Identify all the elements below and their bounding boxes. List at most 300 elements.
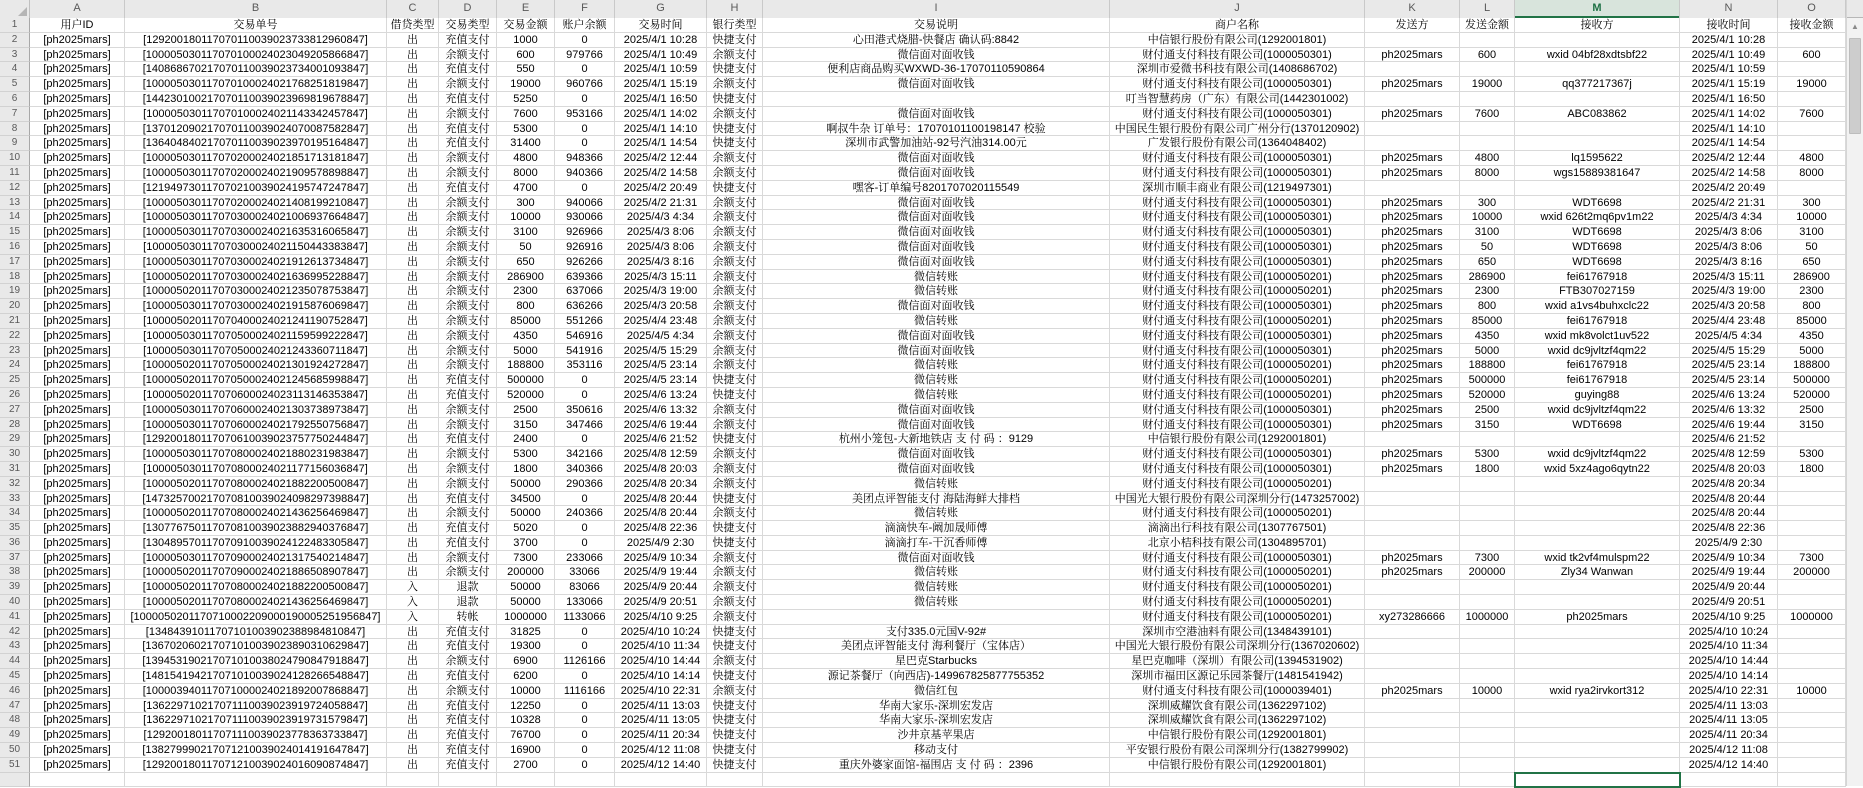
cell[interactable]: 财付通支付科技有限公司(1000050301) [1110,196,1365,211]
cell[interactable]: 微信面对面收钱 [763,447,1110,462]
cell[interactable]: [100005030117070500024021159599222847] [125,329,387,344]
cell[interactable]: 快捷支付 [707,136,763,151]
cell[interactable]: FTB307027159 [1515,284,1680,299]
cell[interactable]: 财付通支付科技有限公司(1000050301) [1110,329,1365,344]
cell[interactable]: [121949730117070210039024195747247847] [125,181,387,196]
cell[interactable]: 2025/4/1 10:28 [615,33,707,48]
cell[interactable]: 10000 [497,684,555,699]
cell[interactable] [1515,743,1680,758]
cell[interactable]: [ph2025mars] [30,358,125,373]
cell[interactable]: 2025/4/10 14:44 [615,654,707,669]
cell[interactable]: 出 [387,713,439,728]
select-all-corner[interactable] [0,0,30,18]
cell[interactable]: [ph2025mars] [30,299,125,314]
cell[interactable]: 1800 [497,462,555,477]
cell[interactable]: 微信面对面收钱 [763,151,1110,166]
row-header[interactable]: 32 [0,477,30,492]
cell[interactable]: 快捷支付 [707,373,763,388]
cell[interactable]: 2025/4/5 23:14 [615,358,707,373]
cell[interactable]: 4800 [1778,151,1846,166]
cell[interactable]: 940066 [555,196,615,211]
cell[interactable]: wxid dc9jvltzf4qm22 [1515,403,1680,418]
cell[interactable] [1778,625,1846,640]
cell[interactable]: 2025/4/3 19:00 [1680,284,1778,299]
cell[interactable]: 华南大家乐-深圳宏发店 [763,713,1110,728]
column-header-B[interactable]: B [125,0,387,18]
cell[interactable]: [136229710217071110039023919731579847] [125,713,387,728]
cell[interactable]: [138279990217071210039024014191647847] [125,743,387,758]
cell[interactable]: 微信转账 [763,477,1110,492]
cell[interactable]: 3100 [1778,225,1846,240]
cell[interactable]: 2025/4/6 13:32 [615,403,707,418]
row-header[interactable]: 39 [0,580,30,595]
cell[interactable]: [100005020117070500024021301924272847] [125,358,387,373]
cell[interactable]: 2025/4/8 20:34 [615,477,707,492]
cell[interactable]: 3150 [1778,418,1846,433]
cell[interactable]: 出 [387,240,439,255]
cell[interactable]: 余额支付 [439,344,497,359]
cell[interactable]: 6900 [497,654,555,669]
row-header[interactable]: 42 [0,625,30,640]
cell[interactable]: 微信红包 [763,684,1110,699]
row-header[interactable]: 24 [0,358,30,373]
column-header-F[interactable]: F [555,0,615,18]
cell[interactable]: 余额支付 [707,166,763,181]
row-header[interactable]: 51 [0,758,30,773]
cell[interactable]: 深圳市空港油料有限公司(1348439101) [1110,625,1365,640]
cell[interactable]: 微信面对面收钱 [763,225,1110,240]
cell[interactable]: 财付通支付科技有限公司(1000050301) [1110,299,1365,314]
cell[interactable]: 交易金额 [497,18,555,33]
cell[interactable]: 叮当智慧药房（广东）有限公司(1442301002) [1110,92,1365,107]
cell[interactable]: 2025/4/10 10:24 [615,625,707,640]
cell[interactable]: 4700 [497,181,555,196]
row-header[interactable]: 14 [0,210,30,225]
cell[interactable]: 余额支付 [439,196,497,211]
cell[interactable]: 2025/4/8 20:44 [615,506,707,521]
cell[interactable]: 2025/4/2 12:44 [615,151,707,166]
cell[interactable]: 接收时间 [1680,18,1778,33]
cell[interactable]: 美团点评智能支付 海陆海鲜大排档 [763,492,1110,507]
cell[interactable]: 4800 [497,151,555,166]
cell[interactable] [1460,506,1515,521]
cell[interactable]: 2025/4/5 15:29 [1680,344,1778,359]
cell[interactable]: ph2025mars [1365,240,1460,255]
cell[interactable]: 发送方 [1365,18,1460,33]
row-header[interactable]: 47 [0,699,30,714]
row-header[interactable]: 13 [0,196,30,211]
cell[interactable]: 出 [387,639,439,654]
cell[interactable]: ph2025mars [1365,418,1460,433]
cell[interactable]: 2025/4/10 14:44 [1680,654,1778,669]
cell[interactable]: [ph2025mars] [30,136,125,151]
cell[interactable]: 0 [555,181,615,196]
cell[interactable]: 快捷支付 [707,625,763,640]
cell[interactable]: 快捷支付 [707,92,763,107]
row-header[interactable]: 43 [0,639,30,654]
cell[interactable]: [ph2025mars] [30,225,125,240]
cell[interactable]: 2025/4/3 20:58 [1680,299,1778,314]
cell[interactable]: 2025/4/1 16:50 [615,92,707,107]
cell[interactable] [1460,92,1515,107]
cell[interactable]: 转帐 [439,610,497,625]
cell[interactable]: 微信转账 [763,270,1110,285]
cell[interactable] [1778,477,1846,492]
cell[interactable]: [136229710217071110039023919724058847] [125,699,387,714]
cell[interactable]: 2025/4/12 11:08 [1680,743,1778,758]
cell[interactable] [1515,639,1680,654]
cell[interactable]: ph2025mars [1365,48,1460,63]
cell[interactable]: 500000 [1460,373,1515,388]
cell[interactable]: 余额支付 [707,107,763,122]
cell[interactable]: 2025/4/9 20:44 [1680,580,1778,595]
scroll-up-arrow-icon[interactable]: ▲ [1847,18,1863,34]
cell[interactable]: 财付通支付科技有限公司(1000050301) [1110,255,1365,270]
cell[interactable]: 充值支付 [439,639,497,654]
cell[interactable] [1365,713,1460,728]
cell[interactable]: [ph2025mars] [30,48,125,63]
cell[interactable]: 快捷支付 [707,713,763,728]
cell[interactable]: 深圳威耀饮食有限公司(1362297102) [1110,699,1365,714]
cell[interactable]: 出 [387,492,439,507]
cell[interactable] [1460,181,1515,196]
cell[interactable]: [ph2025mars] [30,580,125,595]
cell[interactable]: 余额支付 [707,462,763,477]
cell[interactable] [1365,536,1460,551]
cell[interactable]: 支付335.0元国V-92# [763,625,1110,640]
cell[interactable]: ph2025mars [1365,403,1460,418]
cell[interactable]: [100005030117070300024021006937664847] [125,210,387,225]
cell[interactable] [1515,136,1680,151]
row-header[interactable]: 4 [0,62,30,77]
cell[interactable]: 微信面对面收钱 [763,255,1110,270]
cell[interactable]: 0 [555,728,615,743]
cell[interactable]: 2025/4/12 14:40 [1680,758,1778,773]
row-header[interactable]: 27 [0,403,30,418]
cell[interactable]: 2025/4/10 22:31 [1680,684,1778,699]
cell[interactable]: ph2025mars [1365,284,1460,299]
cell[interactable]: ph2025mars [1365,329,1460,344]
cell[interactable]: 0 [555,625,615,640]
cell[interactable]: ph2025mars [1365,551,1460,566]
cell[interactable]: 入 [387,595,439,610]
cell[interactable]: 0 [555,639,615,654]
cell[interactable] [125,773,387,788]
cell[interactable]: 中国光大银行股份有限公司深圳分行(1473257002) [1110,492,1365,507]
cell[interactable]: fei61767918 [1515,358,1680,373]
cell[interactable] [1460,62,1515,77]
cell[interactable]: 财付通支付科技有限公司(1000050301) [1110,462,1365,477]
cell[interactable]: 余额支付 [707,610,763,625]
cell[interactable]: ph2025mars [1365,314,1460,329]
column-header-M[interactable]: M [1515,0,1680,18]
cell[interactable]: 926966 [555,225,615,240]
cell[interactable] [1778,595,1846,610]
cell[interactable] [1778,758,1846,773]
cell[interactable]: 2025/4/10 9:25 [1680,610,1778,625]
cell[interactable] [1460,492,1515,507]
cell[interactable]: 2025/4/8 22:36 [615,521,707,536]
cell[interactable]: 2025/4/1 14:54 [1680,136,1778,151]
row-header[interactable]: 50 [0,743,30,758]
cell[interactable]: 出 [387,314,439,329]
cell[interactable]: 充值支付 [439,536,497,551]
row-header[interactable] [0,773,30,788]
cell[interactable]: 2025/4/6 13:32 [1680,403,1778,418]
row-header[interactable]: 38 [0,565,30,580]
cell[interactable] [1515,728,1680,743]
cell[interactable]: 出 [387,181,439,196]
row-header[interactable]: 48 [0,713,30,728]
cell[interactable]: 接收方 [1515,18,1680,33]
cell[interactable]: 发送金额 [1460,18,1515,33]
cell[interactable]: 充值支付 [439,62,497,77]
cell[interactable]: ph2025mars [1365,151,1460,166]
cell[interactable]: 2025/4/6 21:52 [615,432,707,447]
cell[interactable]: 2025/4/10 10:24 [1680,625,1778,640]
cell[interactable]: 2025/4/11 20:34 [1680,728,1778,743]
cell[interactable]: 微信转账 [763,506,1110,521]
cell[interactable] [1365,595,1460,610]
cell[interactable]: 微信转账 [763,284,1110,299]
cell[interactable] [1460,713,1515,728]
cell[interactable] [1110,773,1365,788]
cell[interactable]: 2025/4/2 21:31 [1680,196,1778,211]
cell[interactable]: 微信面对面收钱 [763,403,1110,418]
cell[interactable]: 余额支付 [707,77,763,92]
cell[interactable]: 2025/4/5 4:34 [615,329,707,344]
cell[interactable]: [ph2025mars] [30,728,125,743]
cell[interactable]: 600 [1460,48,1515,63]
cell[interactable]: 中信银行股份有限公司(1292001801) [1110,432,1365,447]
cell[interactable]: [ph2025mars] [30,625,125,640]
cell[interactable]: wxid mk8volct1uv522 [1515,329,1680,344]
cell[interactable]: 2025/4/2 12:44 [1680,151,1778,166]
cell[interactable]: [ph2025mars] [30,92,125,107]
cell[interactable]: 2025/4/2 21:31 [615,196,707,211]
cell[interactable]: 2025/4/8 12:59 [615,447,707,462]
cell[interactable]: 500000 [497,373,555,388]
cell[interactable]: 5300 [497,122,555,137]
cell[interactable]: 2025/4/2 20:49 [1680,181,1778,196]
cell[interactable]: 余额支付 [439,240,497,255]
cell[interactable]: 微信面对面收钱 [763,418,1110,433]
cell[interactable] [1778,743,1846,758]
cell[interactable]: [ph2025mars] [30,551,125,566]
cell[interactable]: 财付通支付科技有限公司(1000050201) [1110,477,1365,492]
cell[interactable]: 快捷支付 [707,536,763,551]
cell[interactable]: 3700 [497,536,555,551]
cell[interactable]: [ph2025mars] [30,595,125,610]
cell[interactable] [1460,595,1515,610]
cell[interactable]: 余额支付 [707,240,763,255]
cell[interactable]: 2025/4/6 13:24 [1680,388,1778,403]
cell[interactable]: 1000 [497,33,555,48]
cell[interactable]: 快捷支付 [707,699,763,714]
cell[interactable]: [ph2025mars] [30,506,125,521]
cell[interactable]: 2025/4/1 10:59 [1680,62,1778,77]
cell[interactable]: 3150 [497,418,555,433]
cell[interactable]: ph2025mars [1365,166,1460,181]
cell[interactable]: 出 [387,62,439,77]
cell[interactable]: 用户ID [30,18,125,33]
cell[interactable]: [ph2025mars] [30,403,125,418]
cell[interactable]: [100005030117070500024021243360711847] [125,344,387,359]
cell[interactable] [1778,33,1846,48]
cell[interactable]: [100005020117070400024021241190752847] [125,314,387,329]
cell[interactable]: 1800 [1778,462,1846,477]
cell[interactable]: 充值支付 [439,669,497,684]
cell[interactable]: 0 [555,743,615,758]
row-header[interactable]: 22 [0,329,30,344]
cell[interactable]: 微信面对面收钱 [763,462,1110,477]
row-header[interactable]: 46 [0,684,30,699]
cell[interactable]: 充值支付 [439,373,497,388]
cell[interactable]: 财付通支付科技有限公司(1000050201) [1110,565,1365,580]
cell[interactable]: 2025/4/8 12:59 [1680,447,1778,462]
cell[interactable]: 953166 [555,107,615,122]
cell[interactable]: 940366 [555,166,615,181]
cell[interactable]: 2025/4/6 19:44 [1680,418,1778,433]
cell[interactable]: 500000 [1778,373,1846,388]
cell[interactable]: 19000 [1460,77,1515,92]
row-header[interactable]: 19 [0,284,30,299]
cell[interactable] [1365,654,1460,669]
cell[interactable]: 2025/4/2 20:49 [615,181,707,196]
cell[interactable]: 出 [387,728,439,743]
cell[interactable] [1365,136,1460,151]
cell[interactable]: WDT6698 [1515,418,1680,433]
cell[interactable]: 19000 [1778,77,1846,92]
cell[interactable]: [ph2025mars] [30,166,125,181]
cell[interactable]: 余额支付 [707,196,763,211]
cell[interactable]: 余额支付 [707,329,763,344]
cell[interactable]: 余额支付 [439,477,497,492]
cell[interactable]: 5300 [1778,447,1846,462]
cell[interactable]: 快捷支付 [707,492,763,507]
cell[interactable]: [139453190217071010038024790847918847] [125,654,387,669]
cell[interactable] [1460,625,1515,640]
cell[interactable] [497,773,555,788]
scrollbar-thumb[interactable] [1849,38,1861,134]
cell[interactable]: 1000000 [497,610,555,625]
column-header-O[interactable]: O [1778,0,1846,18]
column-header-K[interactable]: K [1365,0,1460,18]
cell[interactable]: 财付通支付科技有限公司(1000050201) [1110,595,1365,610]
cell[interactable]: ph2025mars [1365,107,1460,122]
cell[interactable]: [ph2025mars] [30,255,125,270]
cell[interactable]: 2025/4/1 10:59 [615,62,707,77]
cell[interactable]: wxid a1vs4buhxclc22 [1515,299,1680,314]
cell[interactable] [1460,758,1515,773]
cell[interactable]: 入 [387,580,439,595]
cell[interactable] [1778,580,1846,595]
row-header[interactable]: 6 [0,92,30,107]
cell[interactable]: 2500 [1460,403,1515,418]
cell[interactable]: 7600 [1778,107,1846,122]
cell[interactable]: 340366 [555,462,615,477]
cell[interactable] [1365,492,1460,507]
cell[interactable] [1365,92,1460,107]
cell[interactable]: 2025/4/8 20:03 [615,462,707,477]
cell[interactable]: [ph2025mars] [30,329,125,344]
cell[interactable]: 微信面对面收钱 [763,196,1110,211]
cell[interactable] [615,773,707,788]
cell[interactable]: [ph2025mars] [30,610,125,625]
cell[interactable]: 33066 [555,565,615,580]
cell[interactable] [1460,122,1515,137]
cell[interactable]: ph2025mars [1365,358,1460,373]
cell[interactable]: wxid dc9jvltzf4qm22 [1515,344,1680,359]
cell[interactable]: 5250 [497,92,555,107]
cell[interactable]: 出 [387,699,439,714]
cell[interactable]: 充值支付 [439,713,497,728]
cell[interactable]: 便利店商品购买WXWD-36-17070110590864 [763,62,1110,77]
cell[interactable]: 重庆外婆家面馆-福围店 支 付 码 ：2396 [763,758,1110,773]
cell[interactable] [1365,669,1460,684]
cell[interactable] [1778,181,1846,196]
cell[interactable]: 200000 [497,565,555,580]
cell[interactable]: 微信面对面收钱 [763,166,1110,181]
cell[interactable] [1365,122,1460,137]
cell[interactable]: 余额支付 [439,358,497,373]
cell[interactable]: fei61767918 [1515,270,1680,285]
cell[interactable]: 2025/4/8 20:34 [1680,477,1778,492]
cell[interactable]: 入 [387,610,439,625]
cell[interactable]: 10000 [1778,684,1846,699]
cell[interactable]: 7300 [1460,551,1515,566]
cell[interactable]: 7300 [497,551,555,566]
cell[interactable]: 0 [555,536,615,551]
cell[interactable]: 微信面对面收钱 [763,107,1110,122]
cell[interactable] [1365,639,1460,654]
cell[interactable]: 微信面对面收钱 [763,551,1110,566]
cell[interactable]: [ph2025mars] [30,521,125,536]
row-header[interactable]: 45 [0,669,30,684]
cell[interactable]: 余额支付 [439,166,497,181]
cell[interactable] [1460,654,1515,669]
cell[interactable]: 5300 [1460,447,1515,462]
cell[interactable]: 4350 [1460,329,1515,344]
cell[interactable]: 财付通支付科技有限公司(1000050301) [1110,447,1365,462]
cell[interactable]: 350616 [555,403,615,418]
cell[interactable]: [100005030117070100024023049205866847] [125,48,387,63]
cell[interactable]: [ph2025mars] [30,314,125,329]
cell[interactable]: 快捷支付 [707,639,763,654]
cell[interactable]: 930066 [555,210,615,225]
cell[interactable]: 余额支付 [439,107,497,122]
cell[interactable]: 2700 [497,758,555,773]
cell[interactable]: 余额支付 [707,418,763,433]
cell[interactable]: 2025/4/1 10:49 [615,48,707,63]
cell[interactable]: 余额支付 [707,48,763,63]
cell[interactable]: 啊叔牛杂 订单号：17070101100198147 校验 [763,122,1110,137]
cell[interactable]: 2025/4/9 20:44 [615,580,707,595]
cell[interactable]: 353116 [555,358,615,373]
cell[interactable]: 快捷支付 [707,743,763,758]
cell[interactable]: [ph2025mars] [30,743,125,758]
cell[interactable]: 31400 [497,136,555,151]
cell[interactable]: 微信面对面收钱 [763,77,1110,92]
cell[interactable]: 微信转账 [763,314,1110,329]
cell[interactable]: 快捷支付 [707,728,763,743]
cell[interactable]: 639366 [555,270,615,285]
cell[interactable]: 2025/4/5 4:34 [1680,329,1778,344]
cell[interactable]: 余额支付 [707,210,763,225]
cell[interactable]: 2025/4/10 14:14 [615,669,707,684]
column-header-N[interactable]: N [1680,0,1778,18]
selected-cell-outline[interactable] [1514,772,1681,788]
